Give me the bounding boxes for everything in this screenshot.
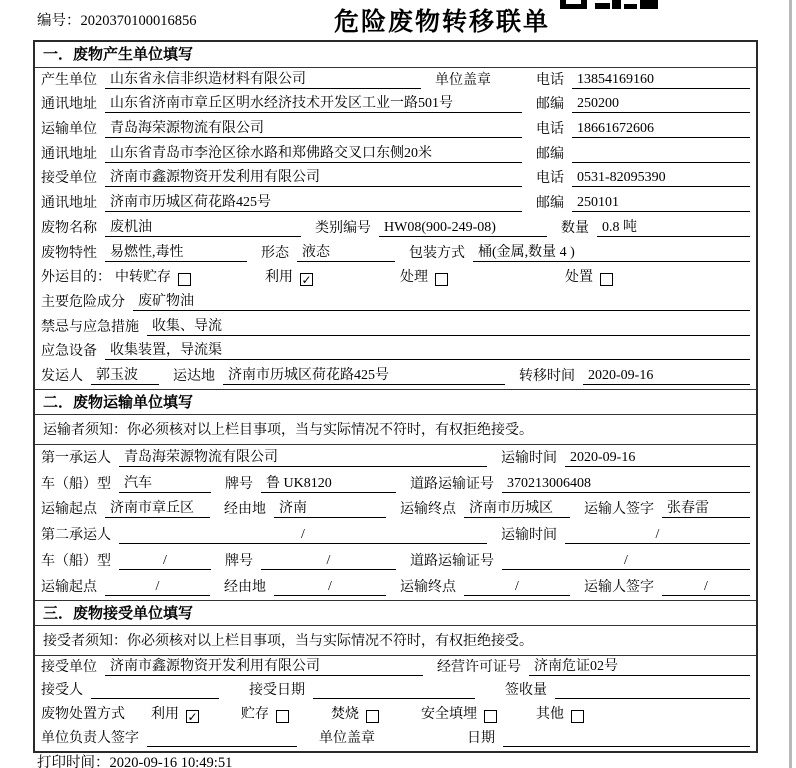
field-label: 运输终点 bbox=[400, 579, 456, 595]
transport-zip-value bbox=[572, 146, 750, 163]
purpose-option bbox=[400, 266, 565, 286]
field-label: 第二承运人 bbox=[41, 528, 111, 544]
disposal-option bbox=[241, 703, 331, 723]
field-label: 邮编 bbox=[536, 146, 564, 162]
taboo-measures-value: 收集、导流 bbox=[147, 315, 750, 336]
route-via-2-value: / bbox=[274, 579, 386, 596]
transporter-notice: 运输者须知：你必须核对以上栏目事项，当与实际情况不符时，有权拒绝接受。 bbox=[35, 415, 756, 445]
disposal-option bbox=[536, 703, 584, 723]
row-first-carrier bbox=[35, 445, 756, 471]
disposal-option bbox=[421, 703, 536, 723]
field-label: 禁忌与应急措施 bbox=[41, 319, 139, 335]
receiver-unit-value: 济南市鑫源物资开发利用有限公司 bbox=[105, 166, 522, 187]
field-label: 通讯地址 bbox=[41, 146, 97, 162]
transfer-date-value: 2020-09-16 bbox=[583, 368, 750, 385]
field-label: 通讯地址 bbox=[41, 97, 97, 113]
route-end-value: 济南市历城区 bbox=[464, 497, 570, 518]
transport-address-value: 山东省青岛市李沧区徐水路和郑佛路交叉口东侧20米 bbox=[105, 142, 522, 163]
row-accept-unit bbox=[35, 656, 756, 680]
accept-unit-value: 济南市鑫源物资开发利用有限公司 bbox=[105, 655, 423, 676]
row-transport-address bbox=[35, 142, 756, 167]
main-hazard-value: 废矿物油 bbox=[133, 290, 750, 311]
option-label: 焚烧 bbox=[331, 707, 359, 723]
field-label: 电话 bbox=[536, 122, 564, 138]
destination-value: 济南市历城区荷花路425号 bbox=[223, 364, 505, 385]
producer-unit-value: 山东省永信非织造材料有限公司 bbox=[105, 68, 421, 89]
row-receiver-unit bbox=[35, 167, 756, 192]
option-label: 贮存 bbox=[241, 707, 269, 723]
waste-package-value: 桶(金属,数量 4 ) bbox=[473, 241, 750, 262]
carrier-signature-2-value: / bbox=[662, 579, 750, 596]
section-producer-title: 一．废物产生单位填写 bbox=[35, 42, 756, 68]
transport-phone-value: 18661672606 bbox=[572, 121, 750, 138]
checkbox-treat bbox=[435, 273, 448, 286]
field-label: 牌号 bbox=[225, 476, 253, 492]
field-label: 主要危险成分 bbox=[41, 294, 125, 310]
row-main-hazard bbox=[35, 290, 756, 315]
doc-number bbox=[37, 9, 197, 30]
field-label: 废物处置方式 bbox=[41, 707, 125, 723]
row-producer-address bbox=[35, 93, 756, 118]
license-number-value: 济南危证02号 bbox=[529, 655, 750, 676]
purpose-option bbox=[565, 266, 613, 286]
checkbox-landfill bbox=[484, 710, 497, 723]
unit-seal-label: 单位盖章 bbox=[435, 72, 491, 88]
field-label: 运达地 bbox=[173, 368, 215, 384]
producer-phone-value: 13854169160 bbox=[572, 72, 750, 89]
field-label: 电话 bbox=[536, 72, 564, 88]
receiver-phone-value: 0531-82095390 bbox=[572, 170, 750, 187]
field-label: 签收量 bbox=[505, 683, 547, 699]
signed-quantity-value bbox=[555, 682, 750, 699]
field-label: 运输起点 bbox=[41, 502, 97, 518]
producer-address-value: 山东省济南市章丘区明水经济技术开发区工业一路501号 bbox=[105, 92, 522, 113]
waste-name-value: 废机油 bbox=[105, 216, 301, 237]
field-label: 运输时间 bbox=[501, 450, 557, 466]
field-label: 道路运输证号 bbox=[410, 553, 494, 569]
road-permit-2-value: / bbox=[502, 553, 750, 570]
field-label: 邮编 bbox=[536, 196, 564, 212]
section-transporter bbox=[35, 389, 756, 600]
row-producer-unit bbox=[35, 68, 756, 93]
plate-number-2-value: / bbox=[261, 553, 396, 570]
responsible-signature-value bbox=[147, 730, 297, 747]
field-label: 接受单位 bbox=[41, 171, 97, 187]
checkbox-store bbox=[276, 710, 289, 723]
row-waste-name bbox=[35, 216, 756, 241]
route-via-value: 济南 bbox=[274, 497, 386, 518]
waste-quantity-value: 0.8 吨 bbox=[597, 216, 750, 237]
field-label: 接受人 bbox=[41, 683, 83, 699]
field-label: 外运目的： bbox=[41, 270, 111, 286]
section-producer bbox=[35, 42, 756, 389]
receiver-zip-value: 250101 bbox=[572, 195, 750, 212]
field-label: 包装方式 bbox=[409, 245, 465, 261]
field-label: 道路运输证号 bbox=[410, 476, 494, 492]
field-label: 运输单位 bbox=[41, 122, 97, 138]
route-end-2-value: / bbox=[464, 579, 570, 596]
field-label: 运输人签字 bbox=[584, 579, 654, 595]
waste-character-value: 易燃性,毒性 bbox=[105, 241, 247, 262]
row-route-2 bbox=[35, 574, 756, 600]
field-label: 转移时间 bbox=[519, 368, 575, 384]
row-taboo-measures bbox=[35, 315, 756, 340]
doc-number-value: 2020370100016856 bbox=[80, 13, 197, 29]
unit-seal-label: 单位盖章 bbox=[319, 730, 375, 746]
row-receiver-address bbox=[35, 191, 756, 216]
field-label: 数量 bbox=[561, 220, 589, 236]
carrier-signature-value: 张春雷 bbox=[662, 497, 750, 518]
vehicle-type-2-value: / bbox=[119, 553, 211, 570]
checkbox-other bbox=[571, 710, 584, 723]
disposal-option bbox=[151, 703, 241, 723]
qr-code-fragment bbox=[560, 0, 664, 9]
checkbox-utilize: ✓ bbox=[301, 273, 312, 288]
receiver-address-value: 济南市历城区荷花路425号 bbox=[105, 191, 522, 212]
print-time bbox=[37, 751, 232, 768]
option-label: 利用 bbox=[151, 707, 179, 723]
checkbox-dispose bbox=[600, 273, 613, 286]
field-label: 形态 bbox=[261, 245, 289, 261]
row-vehicle-1 bbox=[35, 471, 756, 497]
row-route-1 bbox=[35, 497, 756, 523]
disposal-option bbox=[331, 703, 421, 723]
field-label: 运输时间 bbox=[501, 528, 557, 544]
row-transfer-purpose bbox=[35, 266, 756, 291]
option-label: 利用 bbox=[265, 270, 293, 286]
checkbox-utilize-2: ✓ bbox=[187, 710, 198, 725]
vehicle-type-value: 汽车 bbox=[119, 472, 211, 493]
doc-number-label: 编号： bbox=[37, 13, 81, 29]
field-label: 产生单位 bbox=[41, 72, 97, 88]
first-carrier-value: 青岛海荣源物流有限公司 bbox=[119, 446, 487, 467]
field-label: 接受单位 bbox=[41, 659, 97, 675]
field-label: 废物名称 bbox=[41, 220, 97, 236]
row-responsible-signature bbox=[35, 727, 756, 751]
row-waste-character bbox=[35, 241, 756, 266]
row-disposal-method bbox=[35, 703, 756, 727]
waste-form-value: 液态 bbox=[297, 241, 395, 262]
field-label: 应急设备 bbox=[41, 344, 97, 360]
sender-value: 郭玉波 bbox=[91, 364, 159, 385]
option-label: 安全填埋 bbox=[421, 707, 477, 723]
route-start-2-value: / bbox=[105, 579, 210, 596]
field-label: 日期 bbox=[467, 730, 495, 746]
page-title: 危险废物转移联单 bbox=[334, 8, 551, 36]
row-accept-person bbox=[35, 680, 756, 704]
field-label: 经由地 bbox=[224, 579, 266, 595]
waste-category-value: HW08(900-249-08) bbox=[379, 220, 547, 237]
print-time-label: 打印时间： bbox=[37, 755, 110, 768]
print-time-value: 2020-09-16 10:49:51 bbox=[109, 755, 233, 768]
row-transport-unit bbox=[35, 117, 756, 142]
plate-number-value: 鲁 UK8120 bbox=[261, 472, 396, 493]
option-label: 中转贮存 bbox=[115, 270, 171, 286]
field-label: 邮编 bbox=[536, 97, 564, 113]
field-label: 发运人 bbox=[41, 368, 83, 384]
page-right-edge bbox=[789, 0, 792, 768]
accept-date-value bbox=[313, 682, 475, 699]
row-sender bbox=[35, 364, 756, 389]
field-label: 牌号 bbox=[225, 553, 253, 569]
section-receiver-title: 三．废物接受单位填写 bbox=[35, 600, 756, 626]
field-label: 车（船）型 bbox=[41, 476, 111, 492]
manifest-form bbox=[33, 40, 758, 753]
seal-date-value bbox=[503, 730, 750, 747]
field-label: 车（船）型 bbox=[41, 553, 111, 569]
emergency-equipment-value: 收集装置，导流渠 bbox=[105, 339, 750, 360]
transport-time-2-value: / bbox=[565, 527, 750, 544]
row-vehicle-2 bbox=[35, 548, 756, 574]
field-label: 运输终点 bbox=[400, 502, 456, 518]
field-label: 运输起点 bbox=[41, 579, 97, 595]
field-label: 废物特性 bbox=[41, 245, 97, 261]
field-label: 接受日期 bbox=[249, 683, 305, 699]
section-transporter-title: 二．废物运输单位填写 bbox=[35, 389, 756, 415]
producer-zip-value: 250200 bbox=[572, 96, 750, 113]
field-label: 单位负责人签字 bbox=[41, 730, 139, 746]
row-emergency-equipment bbox=[35, 340, 756, 365]
accept-person-value bbox=[91, 682, 219, 699]
second-carrier-value: / bbox=[119, 527, 487, 544]
option-label: 处理 bbox=[400, 270, 428, 286]
row-second-carrier bbox=[35, 522, 756, 548]
road-permit-value: 370213006408 bbox=[502, 476, 750, 493]
section-receiver bbox=[35, 600, 756, 751]
option-label: 处置 bbox=[565, 270, 593, 286]
field-label: 第一承运人 bbox=[41, 450, 111, 466]
transport-time-value: 2020-09-16 bbox=[565, 450, 750, 467]
route-start-value: 济南市章丘区 bbox=[105, 497, 210, 518]
checkbox-incinerate bbox=[366, 710, 379, 723]
field-label: 经由地 bbox=[224, 502, 266, 518]
receiver-notice: 接受者须知：你必须核对以上栏目事项，当与实际情况不符时，有权拒绝接受。 bbox=[35, 626, 756, 656]
field-label: 经营许可证号 bbox=[437, 659, 521, 675]
option-label: 其他 bbox=[536, 707, 564, 723]
purpose-option bbox=[115, 266, 265, 286]
transport-unit-value: 青岛海荣源物流有限公司 bbox=[105, 117, 522, 138]
field-label: 电话 bbox=[536, 171, 564, 187]
field-label: 通讯地址 bbox=[41, 196, 97, 212]
checkbox-transfer-storage bbox=[178, 273, 191, 286]
field-label: 类别编号 bbox=[315, 220, 371, 236]
purpose-option bbox=[265, 266, 400, 286]
field-label: 运输人签字 bbox=[584, 502, 654, 518]
